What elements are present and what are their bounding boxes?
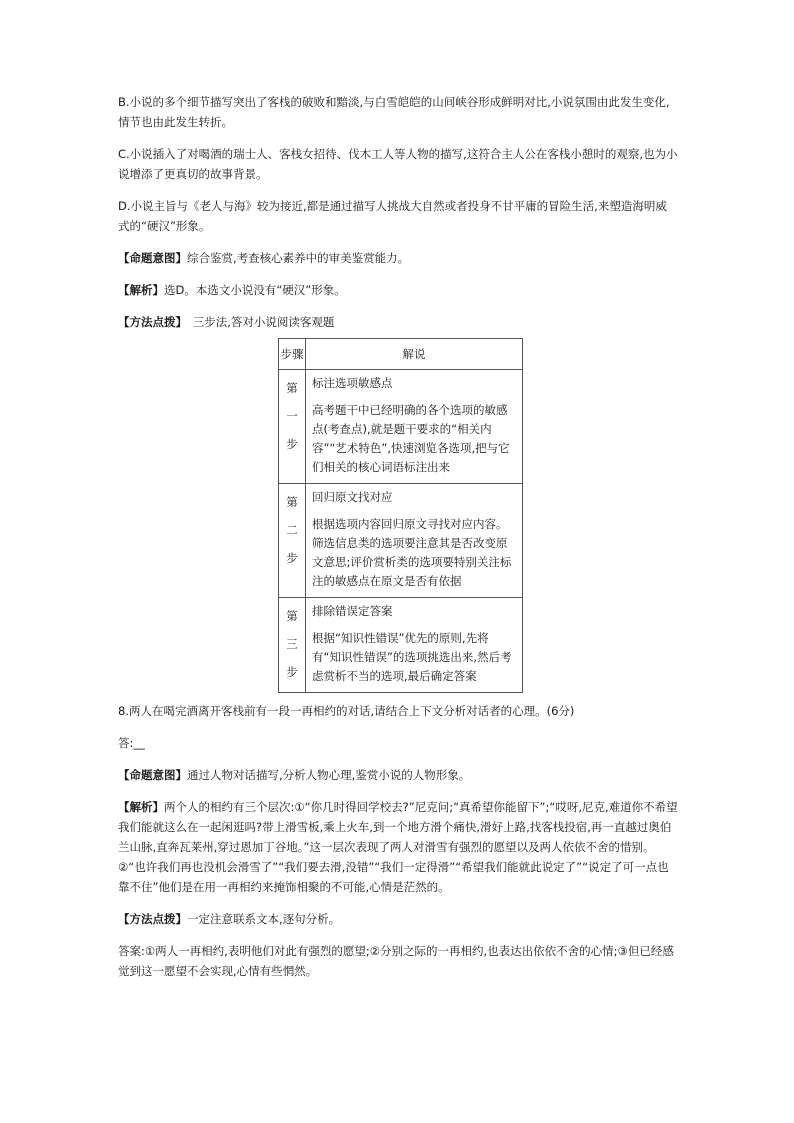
step-char: 步 [286,437,298,451]
q8-answer-prompt: 答:__ [118,736,145,750]
option-c: C.小说插入了对喝酒的瑞士人、客栈女招待、伐木工人等人物的描写,这符合主人公在客栈小憩时的观察,也为小说增添了更真切的故事背景。 [118,147,678,181]
step-body: 高考题干中已经明确的各个选项的敏感点(考查点),就是题干要求的“相关内容”“艺术特色”,快速浏览各选项,把与它们相关的核心词语标注出来 [312,403,510,474]
header-step: 步骤 [279,339,306,370]
step-char: 第 [286,495,298,509]
intent-text: 通过人物对话描写,分析人物心理,鉴赏小说的人物形象。 [187,768,471,782]
step-title: 回归原文找对应 [312,490,393,504]
table-row [279,484,523,598]
analysis-text: 选D。本选文小说没有“硬汉”形象。 [164,283,346,297]
step-title: 排除错误定答案 [312,604,393,618]
q7-method [118,312,678,332]
q8-intent [118,765,678,785]
step-char: 步 [286,665,298,679]
analysis-tag: 【解析】 [118,800,164,814]
table-header-row [279,339,523,370]
step-char: 二 [286,523,298,537]
table-row [279,370,523,484]
analysis-text: 两个人的相约有三个层次:①“你几时得回学校去?”尼克问;“真希望你能留下”;“哎呀,尼克,难道你不希望我们能就这么在一起闲逛吗?带上滑雪板,乘上火车,到一个地方滑个痛快,滑好上路,找客栈投宿,再一直越过奥伯兰山脉,直奔瓦莱州,穿过恩加丁谷地。”这一层次表现了两人对滑雪有强烈的愿望以及两人依依不舍的惜别。②“也许我们再也没机会滑雪了”“我们要去滑,没错”“我们一定得滑”“希望我们能就此说定了”“说定了可一点也靠不住”他们是在用一再相约来掩饰相聚的不可能,心情是茫然的。 [118,800,678,894]
q7-intent [118,248,678,268]
analysis-tag: 【解析】 [118,283,164,297]
steps-table [278,338,523,693]
q8-method [118,909,678,929]
step-char: 一 [286,409,298,423]
table-row [279,598,523,693]
description-cell [306,370,523,484]
step-char: 三 [286,637,298,651]
intent-tag: 【命题意图】 [118,768,187,782]
description-cell [306,484,523,598]
step-title: 标注选项敏感点 [312,376,393,390]
q8-answer: 答案:①两人一再相约,表明他们对此有强烈的愿望;②分别之际的一再相约,也表达出依依不舍的心情;③但已经感觉到这一愿望不会实现,心情有些惘然。 [118,944,674,978]
method-text: 一定注意联系文本,逐句分析。 [187,912,341,926]
option-b: B.小说的多个细节描写突出了客栈的破败和黯淡,与白雪皑皑的山间峡谷形成鲜明对比,小说氛围由此发生变化,情节也由此发生转折。 [118,95,670,129]
intent-tag: 【命题意图】 [118,251,187,265]
intent-text: 综合鉴赏,考查核心素养中的审美鉴赏能力。 [187,251,410,265]
step-cell [279,370,306,484]
method-tag: 【方法点拨】 [118,912,187,926]
description-cell [306,598,523,693]
option-d: D.小说主旨与《老人与海》较为接近,都是通过描写人挑战大自然或者投身不甘平庸的冒险生活,来塑造海明威式的“硬汉”形象。 [118,199,667,233]
step-char: 步 [286,551,298,565]
q8-analysis [118,797,678,897]
document-page [118,92,678,993]
step-cell [279,484,306,598]
step-body: 根据“知识性错误”优先的原则,先将有“知识性错误”的选项挑选出来,然后考虑赏析不当的选项,最后确定答案 [312,631,512,683]
q7-analysis [118,280,678,300]
method-text: 三步法,答对小说阅读客观题 [181,315,335,329]
q8-question: 8.两人在喝完酒离开客栈前有一段一再相约的对话,请结合上下文分析对话者的心理。(6分) [118,704,575,718]
step-cell [279,598,306,693]
header-explanation: 解说 [306,339,523,370]
step-body: 根据选项内容回归原文寻找对应内容。筛选信息类的选项要注意其是否改变原文意思;评价赏析类的选项要特别关注标注的敏感点在原文是否有依据 [312,517,512,588]
step-char: 第 [286,381,298,395]
step-char: 第 [286,609,298,623]
method-tag: 【方法点拨】 [118,315,182,329]
